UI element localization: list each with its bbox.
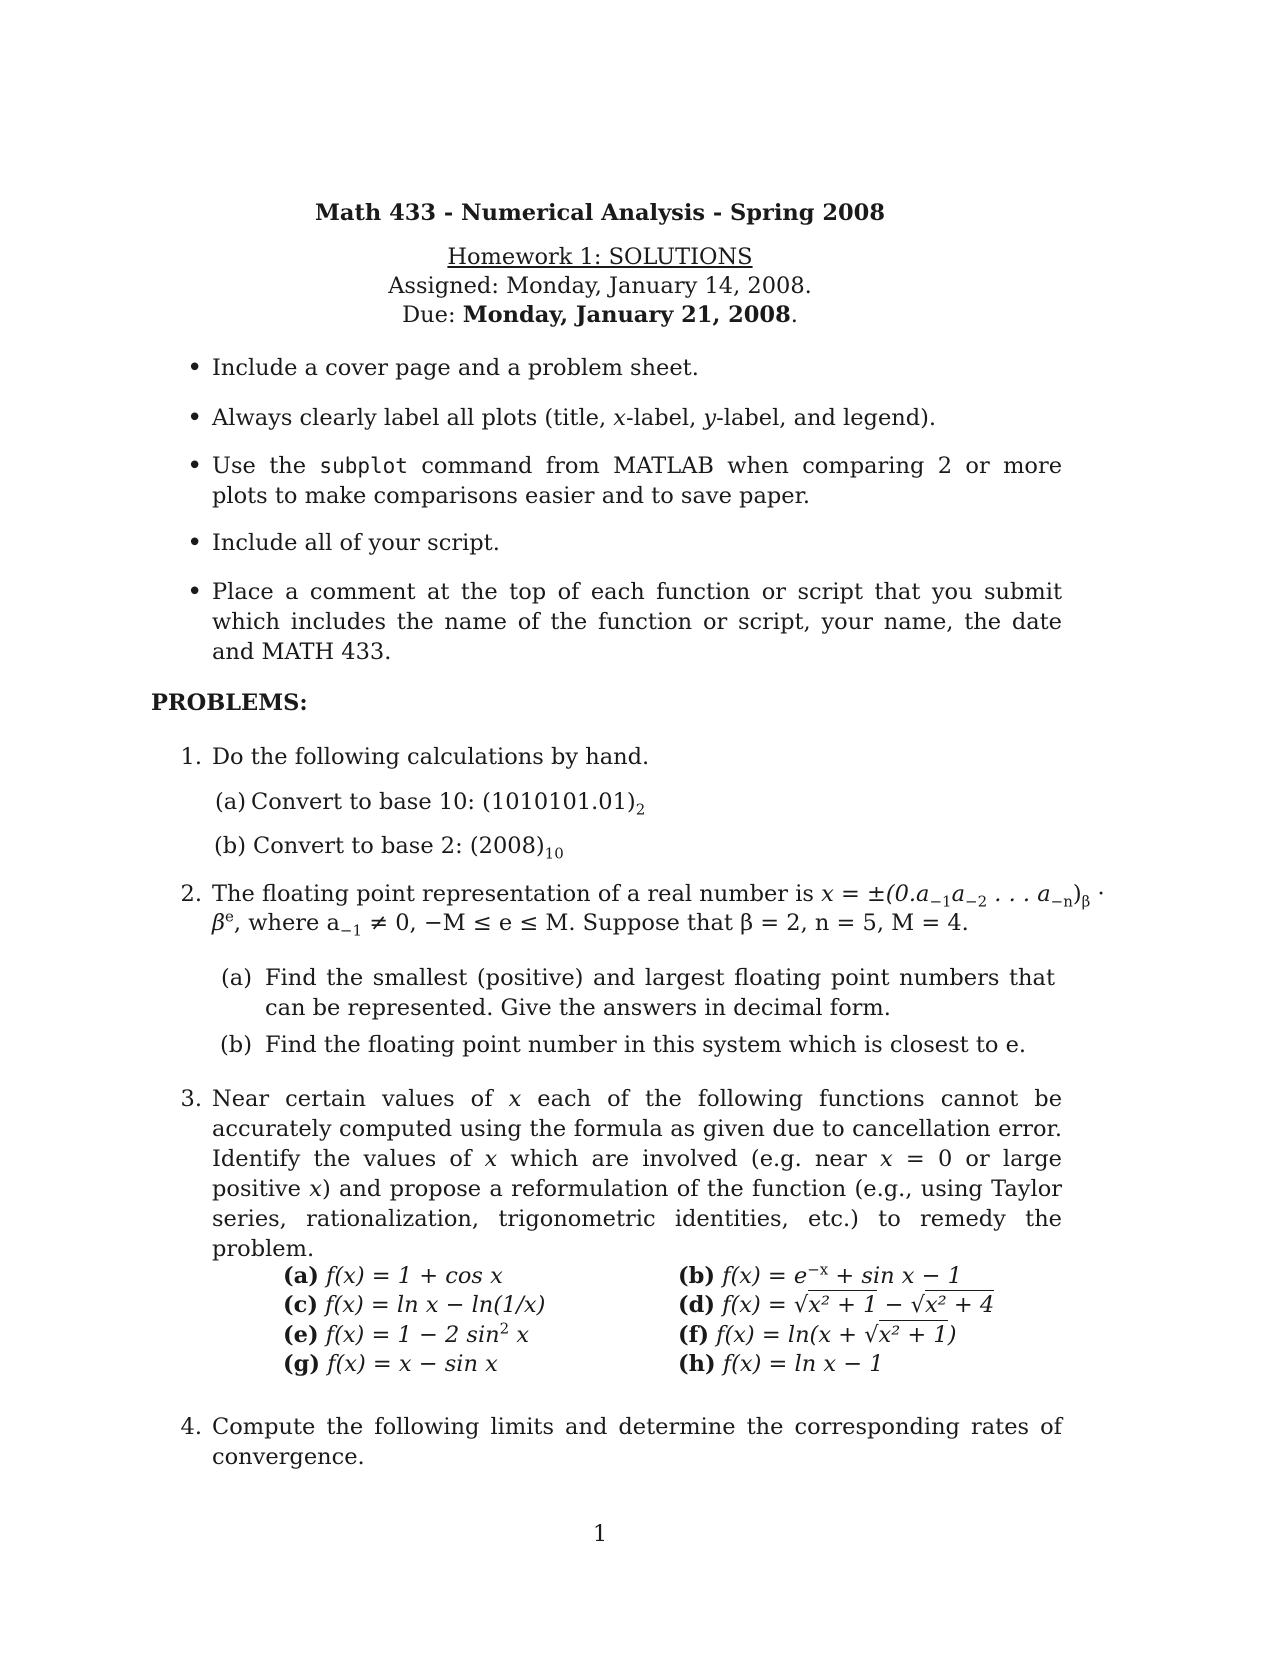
function-label: (e)	[283, 1322, 319, 1348]
math-expr: f(x) = 1 + cos x	[326, 1263, 503, 1289]
math-expr: f(x) =	[722, 1292, 794, 1318]
problem-1-text: Do the following calculations by hand.	[212, 744, 650, 770]
math-expr: f(x) = ln(x +	[716, 1322, 865, 1348]
bullet-icon: •	[187, 577, 203, 607]
instruction-comment: Place a comment at the top of each function or script that you submit which includes the name of the function or script, your name, the date and MATH 433.	[212, 579, 1062, 665]
math-expr: f(x) = ln x − ln(1/x)	[325, 1292, 546, 1318]
math-subscript: −n	[1050, 892, 1073, 911]
problem-number: 3.	[180, 1086, 202, 1112]
function-g	[283, 1349, 498, 1379]
part-text: Convert to base 2: (2008)	[253, 833, 545, 859]
math-subscript: β	[1081, 892, 1091, 911]
part-text: Convert to base 10: (1010101.01)	[251, 789, 636, 815]
math-radicand: x² + 1	[808, 1292, 878, 1318]
problems-heading: PROBLEMS:	[151, 690, 308, 716]
function-c	[283, 1290, 545, 1320]
math-expr: x	[509, 1322, 530, 1348]
due-period: .	[790, 302, 798, 328]
math-var: x	[484, 1146, 498, 1172]
math-var: x	[508, 1086, 522, 1112]
instruction-script: Include all of your script.	[212, 530, 500, 556]
problem-text: ) and propose a reformulation of the function (e.g., using Taylor series, rationalization, trigonometric identities, etc.) to remedy the problem.	[212, 1176, 1062, 1262]
function-label: (b)	[678, 1263, 716, 1289]
instruction-label-plots	[212, 403, 1062, 433]
assigned-date: Monday, January 14, 2008.	[506, 273, 812, 299]
bullet-icon: •	[187, 451, 203, 481]
math-expr: + sin x − 1	[828, 1263, 962, 1289]
function-label: (g)	[283, 1351, 321, 1377]
function-e	[283, 1320, 529, 1350]
function-label: (a)	[283, 1263, 319, 1289]
due-label: Due:	[402, 302, 456, 328]
math-expr: )	[1072, 881, 1082, 907]
homework-title-text: Homework 1: SOLUTIONS	[447, 244, 753, 270]
problem-3-text	[212, 1084, 1062, 1264]
page-number: 1	[592, 1521, 608, 1547]
sqrt-icon: √	[910, 1292, 925, 1318]
instruction-cover-page: Include a cover page and a problem sheet.	[212, 355, 699, 381]
function-b	[678, 1261, 962, 1291]
problem-2-line-2	[212, 908, 969, 938]
part-label: (b)	[220, 1032, 252, 1058]
part-label: (a)	[221, 965, 252, 991]
function-f	[678, 1320, 957, 1350]
problem-1b	[253, 831, 564, 861]
math-expr: )	[947, 1322, 957, 1348]
math-expr: x = ±(0.a	[821, 881, 930, 907]
due-line	[0, 300, 1200, 330]
problem-4-text: Compute the following limits and determine the corresponding rates of convergence.	[212, 1414, 1062, 1470]
math-expr: f(x) = 1 − 2 sin	[325, 1322, 500, 1348]
math-var: a	[951, 881, 966, 907]
problem-text: ≠ 0, −M ≤ e ≤ M. Suppose that β = 2, n = 5, M = 4.	[362, 910, 969, 936]
problem-2b: Find the floating point number in this system which is closest to e.	[265, 1032, 1027, 1058]
math-subscript: −1	[339, 921, 363, 940]
problem-text: which are involved (e.g. near	[510, 1146, 867, 1172]
problem-2a: Find the smallest (positive) and largest floating point numbers that can be represented. Give the answers in decimal form.	[265, 965, 1055, 1021]
problem-2-line-1	[212, 879, 1105, 909]
math-superscript: 2	[499, 1319, 510, 1338]
sqrt-icon: √	[793, 1292, 809, 1318]
math-expr: ·	[1090, 881, 1105, 907]
math-radicand: x² + 4	[924, 1292, 995, 1318]
problem-number: 2.	[180, 881, 202, 907]
function-a	[283, 1261, 503, 1291]
problem-number: 1.	[180, 744, 202, 770]
math-expr: f(x) = ln x − 1	[722, 1351, 884, 1377]
bullet-icon: •	[187, 528, 203, 558]
base-subscript: 2	[635, 800, 646, 819]
problem-1a	[251, 787, 645, 817]
instruction-text: Use the	[212, 453, 307, 479]
part-label: (a)	[215, 789, 246, 815]
bullet-icon: •	[187, 403, 203, 433]
math-superscript: −x	[807, 1260, 829, 1279]
math-var: x	[613, 405, 626, 431]
math-expr: . . . a	[987, 881, 1051, 907]
function-d	[678, 1290, 994, 1320]
function-label: (c)	[283, 1292, 318, 1318]
instruction-text: -label, and legend).	[716, 405, 937, 431]
due-date: Monday, January 21, 2008	[462, 302, 791, 328]
math-subscript: −1	[929, 892, 952, 911]
math-expr: f(x) = x − sin x	[327, 1351, 498, 1377]
problem-text: , where a	[233, 910, 340, 936]
problem-number: 4.	[180, 1414, 202, 1440]
math-radicand: x² + 1	[878, 1322, 948, 1348]
problem-text: = 0 or large positive	[212, 1146, 1062, 1202]
math-var: β	[212, 910, 226, 936]
math-var: x	[880, 1146, 893, 1172]
code-subplot: subplot	[319, 454, 408, 478]
bullet-icon: •	[187, 353, 203, 383]
math-subscript: −2	[965, 892, 988, 911]
assigned-label: Assigned:	[388, 273, 499, 299]
instruction-subplot	[212, 451, 1062, 511]
math-var: y	[703, 405, 717, 431]
instruction-text: command from MATLAB when comparing 2 or more plots to make comparisons easier and to save paper.	[212, 453, 1063, 509]
math-var: x	[309, 1176, 322, 1202]
math-expr: −	[877, 1292, 911, 1318]
problem-text: each of the following functions cannot be accurately computed using the formula as given due to cancellation error. Identify the values of	[212, 1086, 1063, 1172]
homework-title	[0, 242, 1200, 272]
part-label: (b)	[214, 833, 246, 859]
problem-text: Near certain values of	[212, 1086, 493, 1112]
function-h	[678, 1349, 884, 1379]
base-subscript: 10	[544, 844, 564, 863]
course-title: Math 433 - Numerical Analysis - Spring 2008	[315, 200, 885, 226]
sqrt-icon: √	[864, 1322, 879, 1348]
function-label: (h)	[678, 1351, 716, 1377]
instruction-text: Always clearly label all plots (title,	[212, 405, 607, 431]
function-label: (f)	[678, 1322, 709, 1348]
problem-text: The floating point representation of a real number is	[212, 881, 814, 907]
math-superscript: e	[225, 907, 234, 926]
math-expr: f(x) = e	[722, 1263, 808, 1289]
assigned-line	[0, 271, 1200, 301]
function-label: (d)	[678, 1292, 716, 1318]
instruction-text: -label,	[625, 405, 697, 431]
